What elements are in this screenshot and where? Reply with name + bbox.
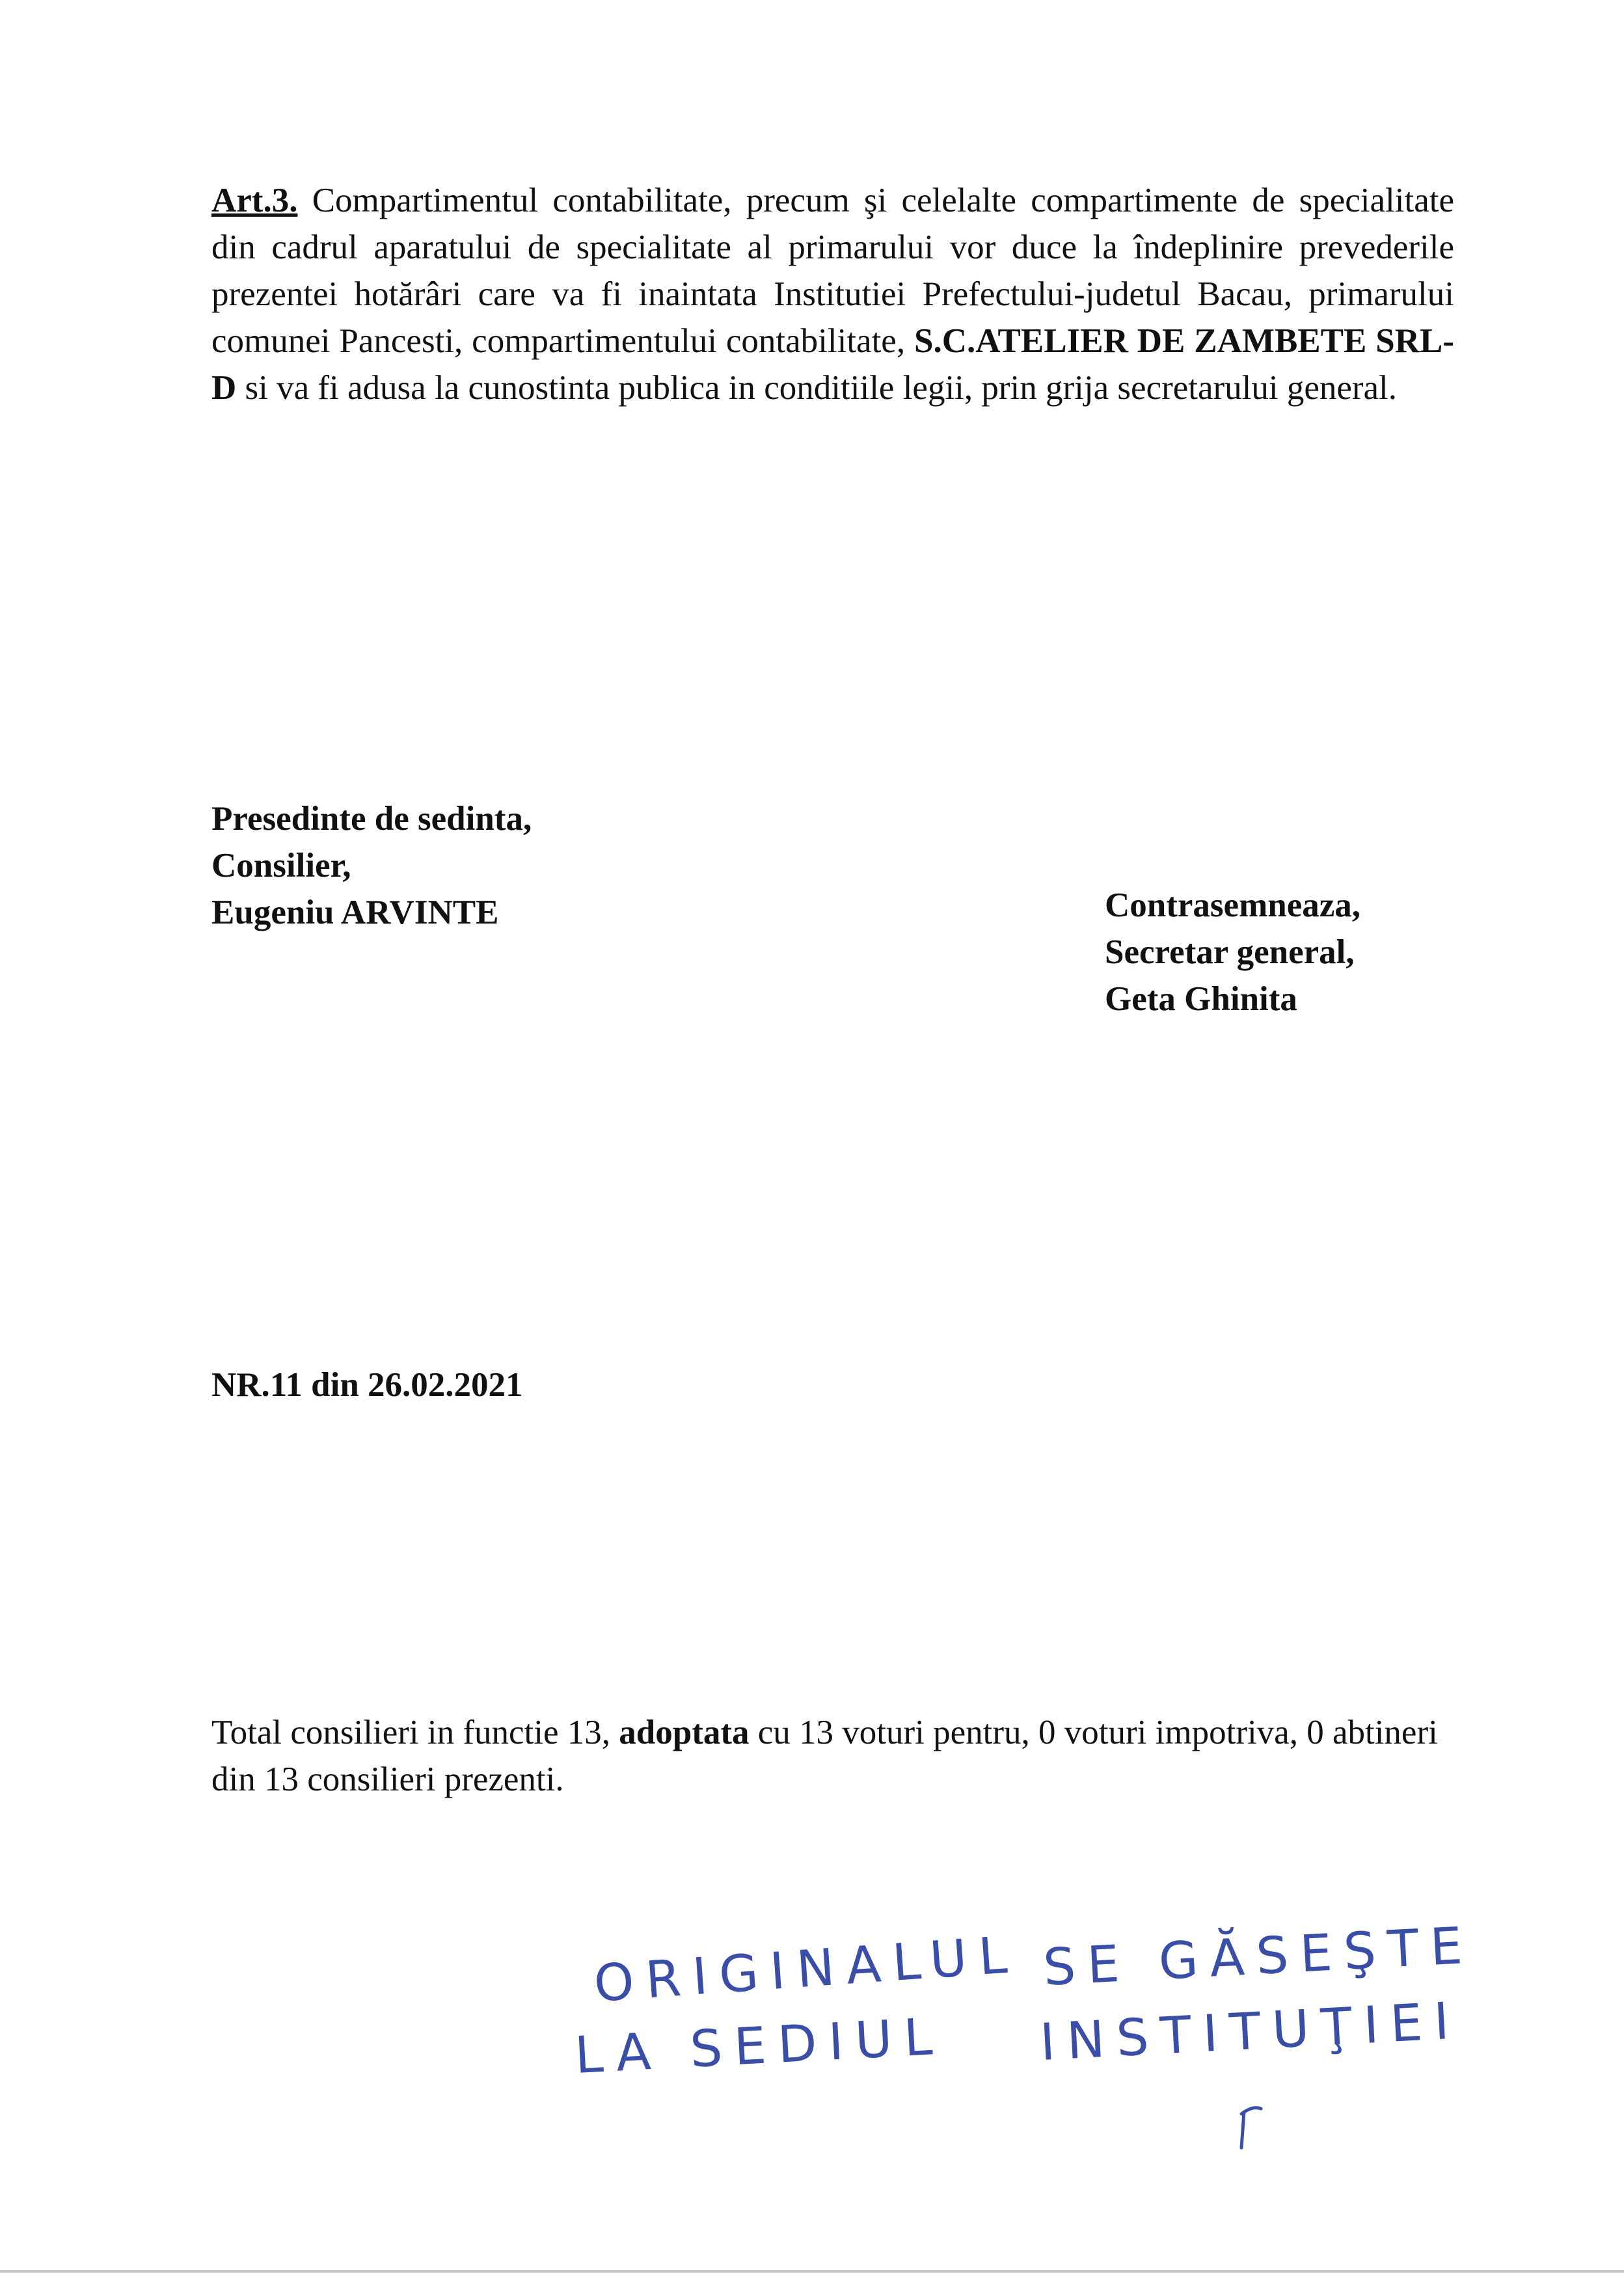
handwritten-line1-right: SE GĂSEŞTE (1042, 1916, 1476, 1997)
handwritten-line1-left: ORIGINALUL (592, 1925, 1021, 2014)
signature-block-secretary (1105, 882, 1360, 1022)
vote-text-part1: Total consilieri in functie 13, (211, 1714, 619, 1751)
secretary-title: Secretar general, (1105, 933, 1355, 971)
article-3-paragraph (211, 177, 1454, 411)
handwritten-mark (1241, 2108, 1261, 2148)
article-label: Art.3. (211, 182, 298, 219)
vote-adopted: adoptata (619, 1714, 750, 1751)
handwritten-line2-left: LA SEDIUL (573, 2007, 946, 2085)
signature-block-president (211, 795, 532, 936)
president-title: Consilier, (211, 847, 351, 884)
vote-text-part2: cu 13 voturi pentru, 0 voturi impotriva, 0 abtineri din 13 consilieri prezenti. (211, 1714, 1438, 1798)
president-role: Presedinte de sedinta, (211, 800, 532, 838)
scan-edge-line (0, 2270, 1624, 2273)
document-number: NR.11 din 26.02.2021 (211, 1366, 523, 1404)
countersign-label: Contrasemneaza, (1105, 886, 1360, 924)
vote-summary (211, 1709, 1461, 1803)
article-text-before: Compartimentul contabilitate, precum şi celelalte compartimente de specialitate din cadrul aparatului de specialitate al primarului vor duce la îndeplinire prevederile prezentei hotărâri care va fi inaintata Institutiei Prefectului-judetul Bacau, primarului comunei Pancesti, compartimentului contabilitate, (211, 182, 1454, 360)
secretary-name: Geta Ghinita (1105, 980, 1297, 1018)
handwritten-line2-right: INSTITUŢIEI (1038, 1992, 1463, 2072)
president-name: Eugeniu ARVINTE (211, 894, 499, 931)
article-text-after: si va fi adusa la cunostinta publica in conditiile legii, prin grija secretarului general. (236, 369, 1398, 407)
company-name: S.C.ATELIER DE ZAMBETE SRL-D (211, 322, 1454, 407)
